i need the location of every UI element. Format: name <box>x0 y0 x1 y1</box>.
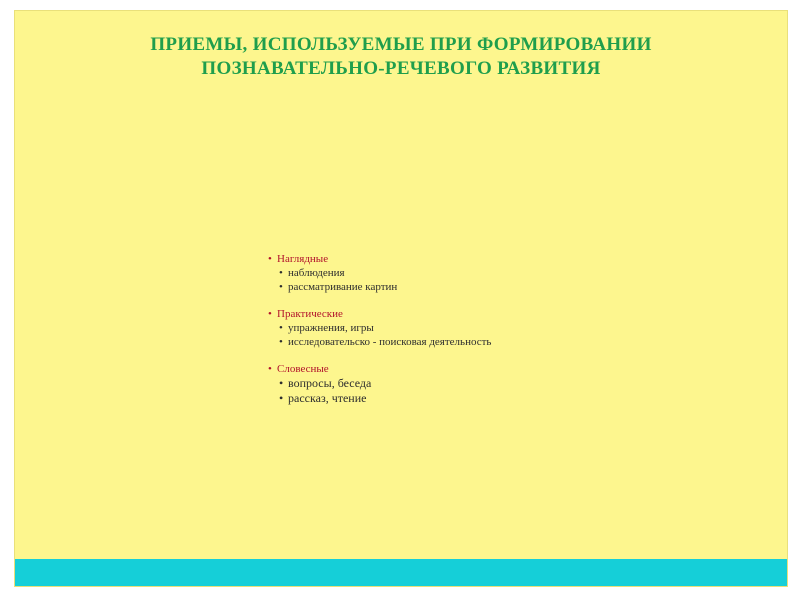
list-item: • вопросы, беседа <box>268 376 491 391</box>
group-verbal <box>268 362 491 406</box>
title-line-1: ПРИЕМЫ, ИСПОЛЬЗУЕМЫЕ ПРИ ФОРМИРОВАНИИ <box>150 34 652 55</box>
group-practical <box>268 307 491 349</box>
list-item: • рассматривание картин <box>268 280 491 294</box>
methods-list <box>268 252 491 419</box>
list-item: • наблюдения <box>268 266 491 280</box>
group-visual <box>268 252 491 294</box>
footer-bar <box>15 559 787 586</box>
title-line-2: ПОЗНАВАТЕЛЬНО-РЕЧЕВОГО РАЗВИТИЯ <box>201 58 601 79</box>
slide-title <box>15 33 787 81</box>
list-item: • рассказ, чтение <box>268 391 491 406</box>
slide <box>14 10 788 587</box>
list-item: • исследовательско - поисковая деятельность <box>268 335 491 349</box>
category-visual: • Наглядные <box>268 252 491 266</box>
list-item: • упражнения, игры <box>268 321 491 335</box>
category-practical: • Практические <box>268 307 491 321</box>
category-verbal: • Словесные <box>268 362 491 376</box>
